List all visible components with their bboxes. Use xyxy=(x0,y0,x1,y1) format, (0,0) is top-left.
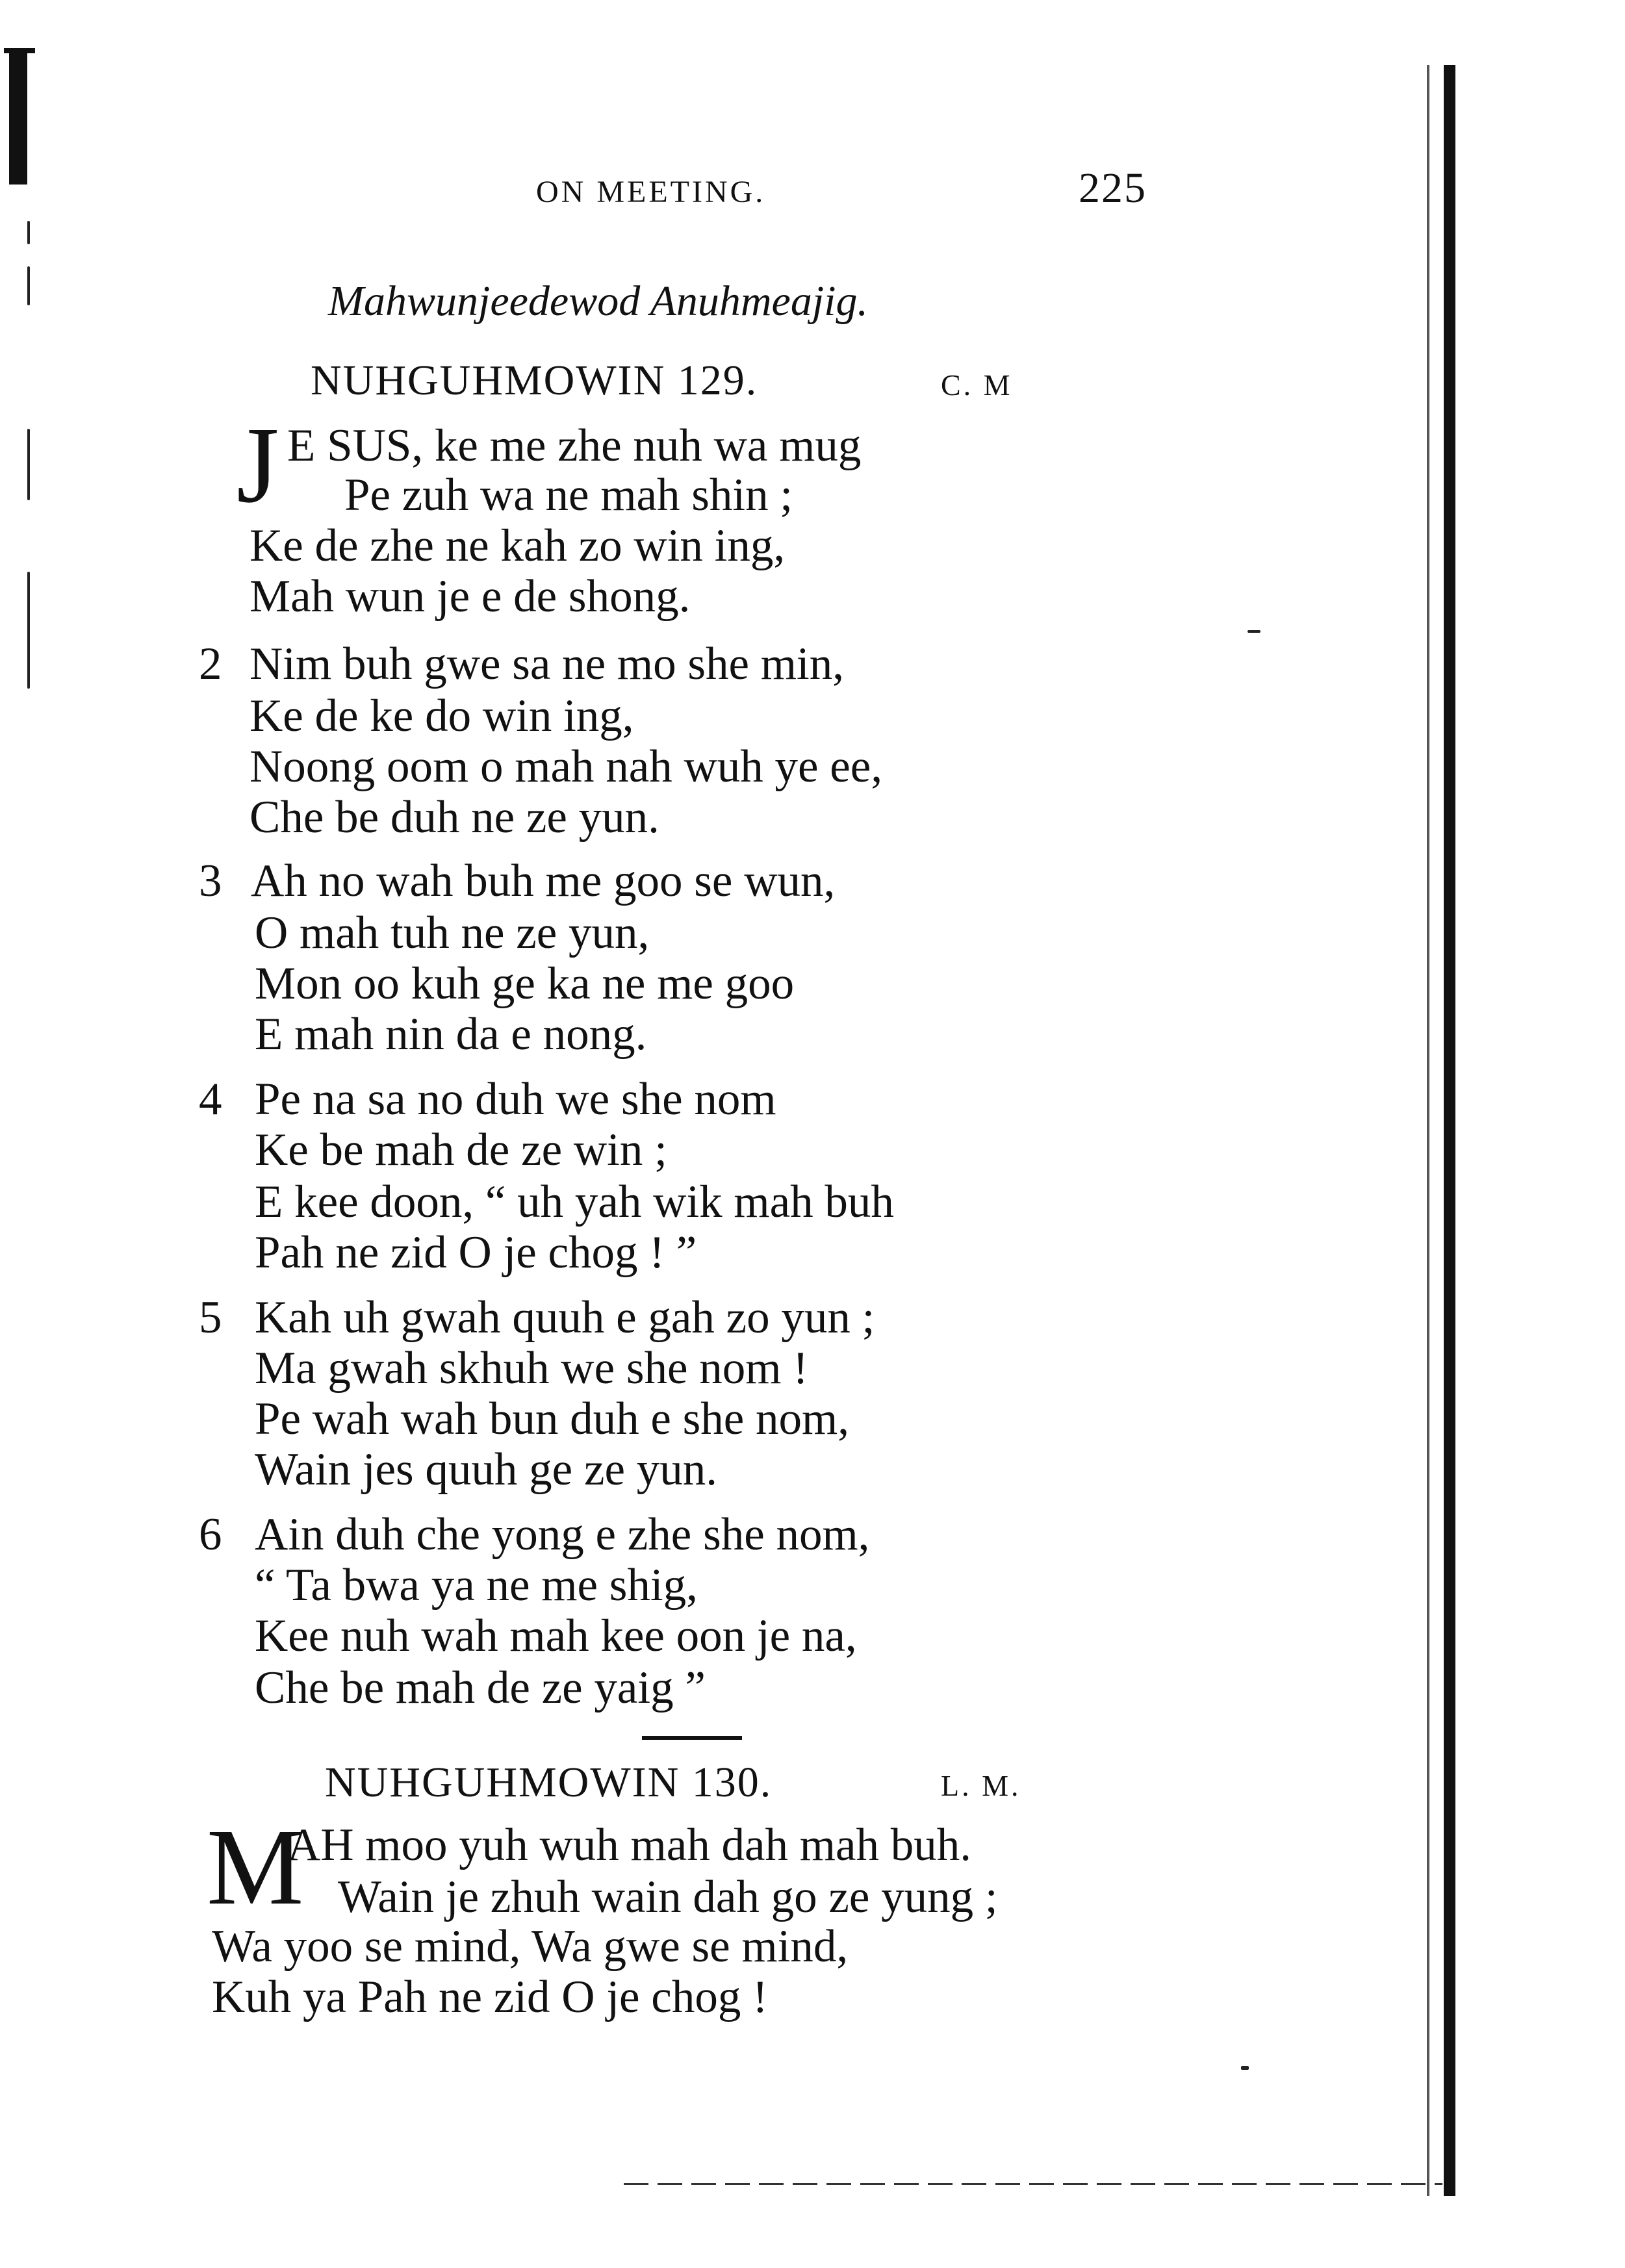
verse-line: Wain jes quuh ge ze yun. xyxy=(255,1444,717,1495)
margin-speck xyxy=(1241,2066,1249,2070)
verse-line: Noong oom o mah nah wuh ye ee, xyxy=(250,741,883,792)
right-edge-line xyxy=(1427,65,1429,2196)
section-subtitle: Mahwunjeedewod Anuhmeajig. xyxy=(328,277,868,325)
verse-line: Pe zuh wa ne mah shin ; xyxy=(344,470,793,520)
hymn-meter: L. M. xyxy=(941,1769,1021,1802)
hymn-heading: NUHGUHMOWIN 130. xyxy=(325,1759,773,1806)
verse-line: Wain je zhuh wain dah go ze yung ; xyxy=(338,1872,998,1922)
page-number: 225 xyxy=(1079,164,1147,212)
margin-speck xyxy=(27,266,30,305)
verse-line: Nim buh gwe sa ne mo she min, xyxy=(250,639,844,689)
verse-line: Kah uh gwah quuh e gah zo yun ; xyxy=(255,1292,875,1343)
verse-line: Ain duh che yong e zhe she nom, xyxy=(255,1509,870,1560)
verse-line: Ke de zhe ne kah zo win ing, xyxy=(250,520,786,571)
verse-line: Che be duh ne ze yun. xyxy=(250,792,659,843)
margin-speck xyxy=(27,429,30,500)
verse-line: Pe na sa no duh we she nom xyxy=(255,1074,776,1125)
left-edge-cap xyxy=(4,48,35,53)
verse-line: Kee nuh wah mah kee oon je na, xyxy=(255,1611,857,1661)
verse-line: “ Ta bwa ya ne me shig, xyxy=(255,1560,698,1611)
verse-line: Che be mah de ze yaig ” xyxy=(255,1663,706,1713)
verse-number: 6 xyxy=(199,1509,222,1560)
margin-speck xyxy=(27,221,30,244)
verse-line: O mah tuh ne ze yun, xyxy=(255,908,650,958)
hymn-heading: NUHGUHMOWIN 129. xyxy=(311,357,758,404)
verse-line: Kuh ya Pah ne zid O je chog ! xyxy=(212,1972,768,2022)
drop-cap: J xyxy=(237,405,279,526)
verse-number: 3 xyxy=(199,856,222,906)
verse-line: Mon oo kuh ge ka ne me goo xyxy=(255,958,795,1009)
verse-number: 2 xyxy=(199,639,222,689)
left-edge-bar xyxy=(9,49,27,185)
verse-line: E kee doon, “ uh yah wik mah buh xyxy=(255,1177,894,1227)
verse-line: E mah nin da e nong. xyxy=(255,1009,647,1060)
verse-line: Ke de ke do win ing, xyxy=(250,691,634,741)
right-edge-bar xyxy=(1444,65,1455,2196)
verse-line: Ke be mah de ze win ; xyxy=(255,1125,667,1175)
margin-speck xyxy=(1248,630,1260,633)
verse-line: Wa yoo se mind, Wa gwe se mind, xyxy=(212,1921,849,1972)
verse-line: Mah wun je e de shong. xyxy=(250,571,691,622)
hymn-meter: C. M xyxy=(941,368,1013,401)
verse-line: AH moo yuh wuh mah dah mah buh. xyxy=(287,1820,972,1870)
verse-line: E SUS, ke me zhe nuh wa mug xyxy=(287,420,862,471)
verse-number: 5 xyxy=(199,1292,222,1343)
running-header: ON MEETING. xyxy=(536,175,766,209)
verse-line: Pe wah wah bun duh e she nom, xyxy=(255,1394,849,1444)
bottom-dashed-line xyxy=(624,2183,1442,2185)
margin-speck xyxy=(27,572,30,689)
verse-number: 4 xyxy=(199,1074,222,1125)
verse-line: Ma gwah skhuh we she nom ! xyxy=(255,1343,808,1394)
drop-cap: M xyxy=(207,1807,304,1928)
verse-line: Pah ne zid O je chog ! ” xyxy=(255,1227,697,1278)
section-divider xyxy=(642,1736,742,1740)
verse-line: Ah no wah buh me goo se wun, xyxy=(251,856,836,906)
